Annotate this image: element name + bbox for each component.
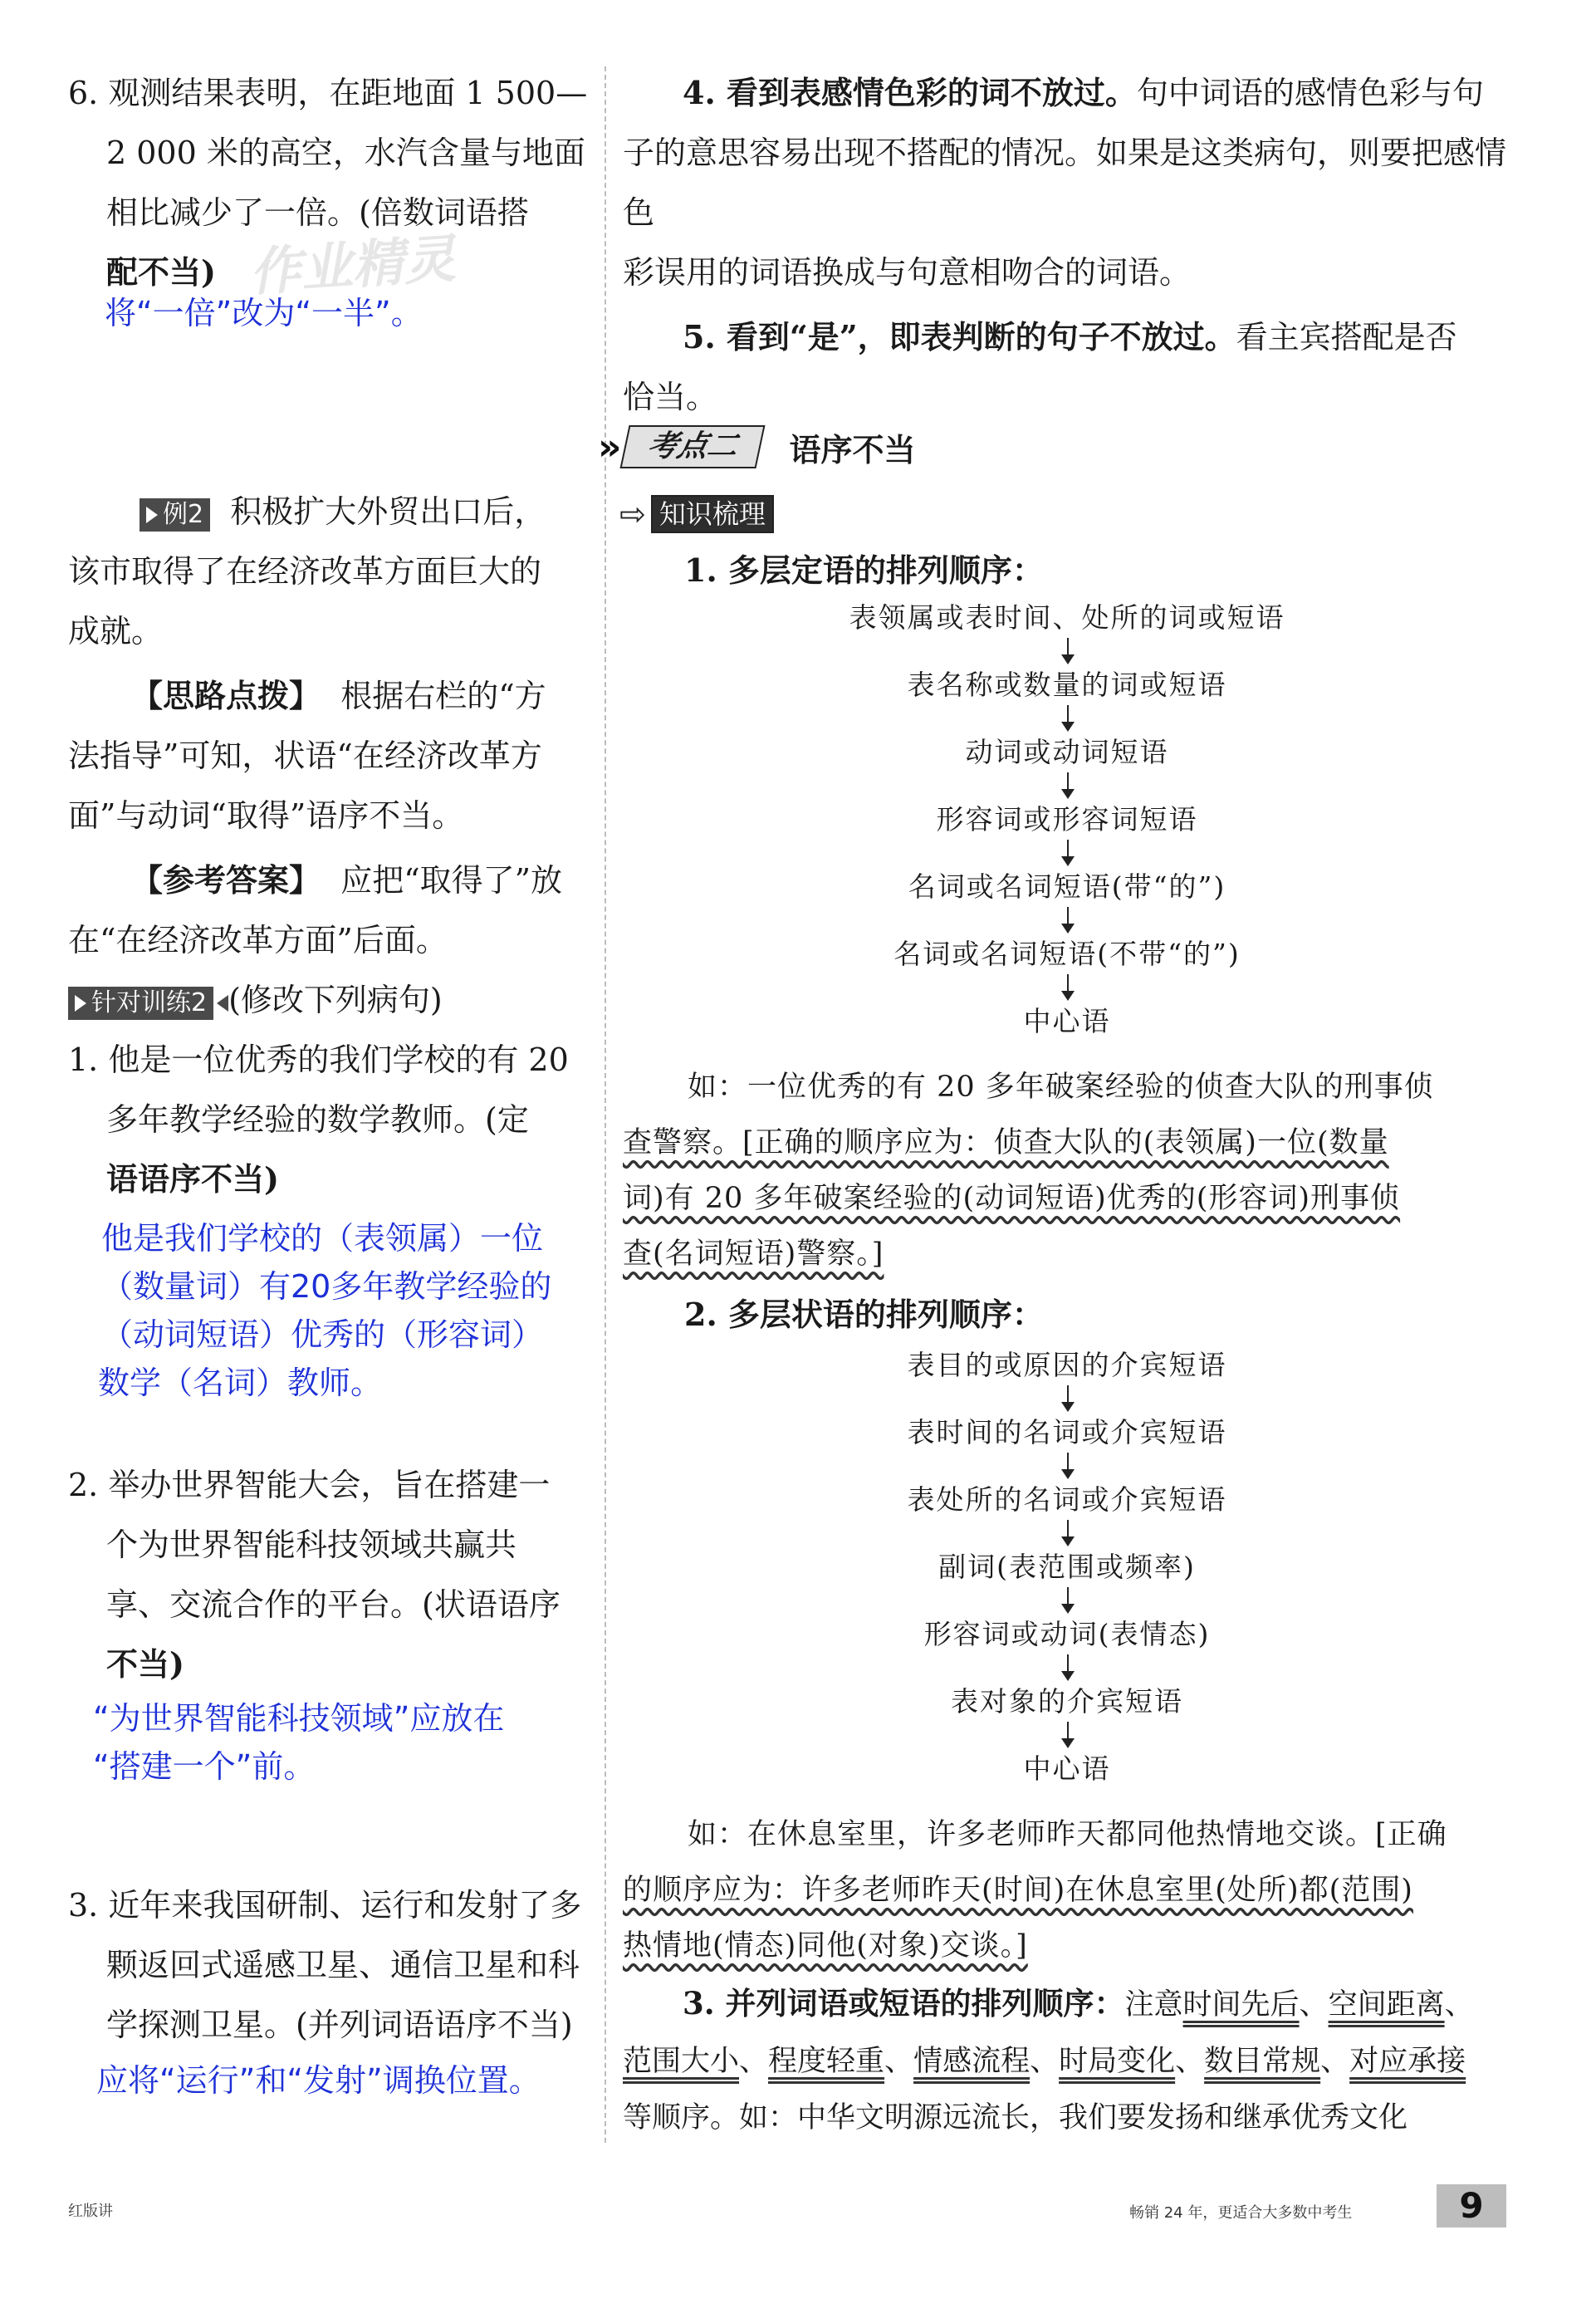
flow-node: 表名称或数量的词或短语	[907, 669, 1227, 701]
t1-line: 多年教学经验的数学教师。(定	[106, 1101, 529, 1138]
heading-3: 3. 并列词语或短语的排列顺序：	[683, 1985, 1125, 2022]
t2-line: 不当)	[106, 1645, 184, 1683]
down-arrow-icon	[631, 636, 1503, 667]
t3-line: 3. 近年来我国研制、运行和发射了多	[68, 1887, 582, 1924]
down-arrow-icon	[631, 1653, 1503, 1683]
hint-line: 面”与动词“取得”语序不当。	[68, 797, 464, 834]
flow-node: 表目的或原因的介宾短语	[907, 1349, 1227, 1381]
flow-node: 表对象的介宾短语	[951, 1685, 1183, 1718]
training-note: (修改下列病句)	[228, 982, 443, 1018]
page-number: 9	[1437, 2184, 1506, 2227]
down-arrow-icon	[631, 838, 1503, 869]
attributive-flow	[631, 600, 1503, 1040]
flow-node: 形容词或形容词短语	[936, 803, 1198, 836]
q6-line: 2 000 米的高空，水汽含量与地面	[106, 135, 585, 171]
t1-answer: 他是我们学校的（表领属）一位 （数量词）有20多年教学经验的 （动词短语）优秀的（形容词） 数学（名词）教师。	[98, 1220, 552, 1401]
down-arrow-icon	[631, 973, 1503, 1003]
t3-line: 学探测卫星。(并列词语语序不当)	[106, 2007, 573, 2043]
order-item: 时间先后	[1182, 1988, 1300, 2022]
t1-line: 1. 他是一位优秀的我们学校的有 20	[68, 1041, 569, 1078]
order-item: 情感流程	[913, 2045, 1031, 2078]
flow-node: 形容词或动词(表情态)	[923, 1618, 1211, 1650]
down-arrow-icon	[631, 1451, 1503, 1482]
column-divider	[605, 66, 606, 2143]
section-label: 考点二	[620, 425, 766, 468]
q6-line: 相比减少了一倍。(倍数词语搭	[106, 194, 529, 231]
down-arrow-icon	[631, 1384, 1503, 1414]
section-title: 语序不当	[789, 431, 916, 468]
answer-line: 在“在经济改革方面”后面。	[68, 922, 448, 958]
training-tag: 针对训练2	[68, 987, 213, 1020]
flow-node: 名词或名词短语(不带“的”)	[893, 938, 1241, 970]
q6-line: 配不当)	[106, 253, 216, 291]
method-5-text: 恰当。	[623, 379, 718, 415]
order-item: 范围大小	[623, 2045, 740, 2078]
down-arrow-icon	[631, 905, 1503, 936]
adverbial-flow	[631, 1347, 1503, 1787]
footer-slogan: 畅销 24 年，更适合大多数中考生	[1129, 2204, 1353, 2222]
t1-line: 语语序不当)	[106, 1160, 279, 1198]
footer-left: 红版讲	[68, 2203, 113, 2220]
method-5-text: 看主宾搭配是否	[1236, 319, 1457, 355]
example-tag: 例2	[140, 498, 210, 532]
hint-line: 根据右栏的“方	[340, 678, 546, 714]
parallel-order: 3. 并列词语或短语的排列顺序：注意时间先后、空间距离、 范围大小、程度轻重、情感流程、时局变化、数目常规、对应承接 等顺序。如：中华文明源远流长，我们要发扬和继承优秀文化	[623, 1975, 1520, 2146]
t2-answer: “为世界智能科技领域”应放在 “搭建一个”前。	[93, 1700, 505, 1785]
flow-node: 名词或名词短语(带“的”)	[908, 870, 1226, 903]
training-q1	[68, 1030, 591, 1209]
order-item: 时局变化	[1059, 2045, 1176, 2078]
t3-answer: 应将“运行”和“发射”调换位置。	[96, 2062, 541, 2099]
method-items	[623, 63, 1520, 427]
down-arrow-icon	[631, 1585, 1503, 1616]
method-4-text: 彩误用的词语换成与句意相吻合的词语。	[623, 254, 1192, 291]
t2-line: 个为世界智能科技领域共赢共	[106, 1527, 517, 1563]
parallel-example-line: 等顺序。如：中华文明源远流长，我们要发扬和继承优秀文化	[623, 2101, 1408, 2134]
heading-1: 1. 多层定语的排列顺序：	[684, 551, 1044, 589]
knowledge-header	[619, 495, 774, 533]
t3-line: 颗返回式遥感卫星、通信卫星和科	[106, 1947, 580, 1983]
adverbial-example: 如：在休息室里，许多老师昨天都同他热情地交谈。[正确 的顺序应为：许多老师昨天(时间)在休息室里(处所)都(范围) 热情地(情态)同他(对象)交谈。]	[623, 1818, 1447, 1963]
down-arrow-icon	[631, 1518, 1503, 1549]
down-arrow-icon	[631, 771, 1503, 801]
flow-node: 表领属或表时间、处所的词或短语	[849, 601, 1285, 634]
training-q3	[68, 1875, 591, 2055]
t2-line: 2. 举办世界智能大会，旨在搭建一	[68, 1467, 551, 1503]
q6-line: 6. 观测结果表明，在距地面 1 500—	[68, 75, 588, 111]
method-4-text: 句中词语的感情色彩与句	[1136, 75, 1484, 111]
hollow-arrow-icon: ⇨	[619, 496, 646, 532]
section-header	[598, 422, 915, 472]
order-item: 数目常规	[1204, 2045, 1321, 2078]
flow-node: 中心语	[1023, 1752, 1111, 1785]
hint-line: 法指导”可知，状语“在经济改革方	[68, 738, 542, 774]
example-line: 成就。	[68, 613, 164, 649]
attributive-example: 如：一位优秀的有 20 多年破案经验的侦查大队的刑事侦 查警察。[正确的顺序应为：侦查大队的(表领属)一位(数量 词)有 20 多年破案经验的(动词短语)优秀的(形容词)刑事侦 查(名词短语)警察。]	[623, 1071, 1434, 1271]
flow-node: 表处所的名词或介宾短语	[907, 1483, 1227, 1516]
flow-node: 动词或动词短语	[965, 736, 1169, 768]
flow-node: 副词(表范围或频率)	[938, 1551, 1196, 1583]
method-5-head: 5. 看到“是”，即表判断的句子不放过。	[683, 318, 1236, 355]
example-2	[68, 482, 591, 1030]
down-arrow-icon	[631, 1720, 1503, 1751]
order-item: 对应承接	[1349, 2045, 1466, 2078]
hint-label: 【思路点拨】	[131, 677, 321, 714]
example-line: 该市取得了在经济改革方面巨大的	[68, 553, 542, 590]
training-q2	[68, 1455, 591, 1694]
method-4-head: 4. 看到表感情色彩的词不放过。	[683, 74, 1137, 111]
watermark: 作业精灵	[247, 228, 458, 303]
tag-arrow-icon	[217, 995, 228, 1012]
answer-label: 【参考答案】	[131, 861, 321, 899]
heading-2: 2. 多层状语的排列顺序：	[684, 1296, 1044, 1333]
double-chevron-icon: »	[598, 425, 622, 468]
flow-node: 中心语	[1023, 1005, 1111, 1037]
q6-answer: 将“一倍”改为“一半”。	[105, 295, 423, 331]
answer-line: 应把“取得了”放	[340, 862, 563, 899]
order-item: 程度轻重	[768, 2045, 885, 2078]
knowledge-tag: 知识梳理	[651, 495, 774, 533]
example-line: 积极扩大外贸出口后，	[230, 493, 546, 530]
order-item: 空间距离	[1328, 1988, 1445, 2022]
flow-node: 表时间的名词或介宾短语	[907, 1416, 1227, 1448]
method-4-text: 子的意思容易出现不搭配的情况。如果是这类病句，则要把感情色	[623, 135, 1507, 231]
t2-line: 享、交流合作的平台。(状语语序	[106, 1586, 561, 1623]
down-arrow-icon	[631, 703, 1503, 734]
